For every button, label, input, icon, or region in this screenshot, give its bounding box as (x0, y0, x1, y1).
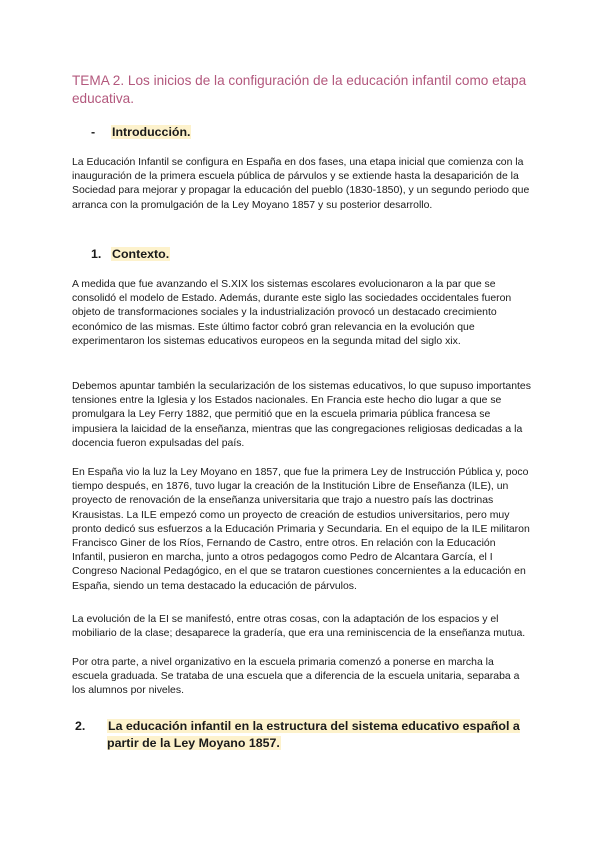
heading-marker: 2. (75, 719, 86, 733)
paragraph-introduccion: La Educación Infantil se configura en España en dos fases, una etapa inicial que comienza con la inauguración de la primera escuela pública de párvulos y se extiende hasta la desaparición de la Sociedad para mejorar y propagar la educación del pueblo (1830-1850), y un segundo periodo que arranca con la promulgación de la Ley Moyano 1857 y su posterior desarrollo. (72, 157, 530, 211)
paragraph-contexto-1: A medida que fue avanzando el S.XIX los sistemas escolares evolucionaron a la par que se consolidó el modelo de Estado. Además, durante este siglo las sociedades occidentales fueron objeto de transformaciones sociales y la industrialización provocó un destacado crecimiento económico de las mismas. Este último factor cobró gran relevancia en la evolución que experimentaron los sistemas educativos europeos en la segunda mitad del siglo xix. (72, 279, 512, 347)
heading-text: La educación infantil en la estructura del sistema educativo español a partir de la Ley Moyano 1857. (107, 719, 520, 750)
paragraph-contexto-2: Debemos apuntar también la secularización de los sistemas educativos, lo que supuso importantes tensiones entre la Iglesia y los Estados nacionales. En Francia este hecho dio lugar a que se promulgara la Ley Ferry 1882, que permitió que en la escuela primaria pública francesa se impusiera la laicidad de la enseñanza, mientras que las congregaciones religiosas dedicadas a la docencia fueron expulsadas del país. (72, 381, 531, 449)
heading-contexto (91, 247, 170, 262)
paragraph-contexto-3: En España vio la luz la Ley Moyano en 1857, que fue la primera Ley de Instrucción Pública y, poco tiempo después, en 1876, tuvo lugar la creación de la Institución Libre de Enseñanza (ILE), un proyecto de renovación de la enseñanza universitaria que trajo a nuestro país las doctrinas Krausistas. La ILE empezó como un proyecto de creación de estudios universitarios, pero muy pronto dedicó sus esfuerzos a la Educación Primaria y Secundaria. En el equipo de la ILE militaron Francisco Giner de los Ríos, Fernando de Castro, entre otros. En relación con la Educación Infantil, pusieron en marcha, junto a otros pedagogos como Pedro de Alcantara García, el I Congreso Nacional Pedagógico, en el que se trataron cuestiones concernientes a la educación en España, siendo un tema destacado la educación de párvulos. (72, 467, 530, 592)
paragraph-contexto-4: La evolución de la EI se manifestó, entre otras cosas, con la adaptación de los espacios y el mobiliario de la clase; desaparece la gradería, que era una reminiscencia de la enseñanza mutua. (72, 614, 526, 640)
heading-introduccion (91, 125, 191, 140)
heading-text: Introducción. (112, 125, 191, 139)
heading-ley-moyano (75, 718, 537, 751)
document-title: TEMA 2. Los inicios de la configuración de la educación infantil como etapa educativa. (72, 73, 527, 106)
paragraph-contexto-5: Por otra parte, a nivel organizativo en la escuela primaria comenzó a ponerse en marcha la escuela graduada. Se trataba de una escuela que a diferencia de la escuela unitaria, separaba a los alumnos por niveles. (72, 657, 520, 697)
heading-marker: - (91, 125, 96, 139)
heading-text: Contexto. (112, 247, 170, 261)
heading-marker: 1. (91, 247, 102, 261)
